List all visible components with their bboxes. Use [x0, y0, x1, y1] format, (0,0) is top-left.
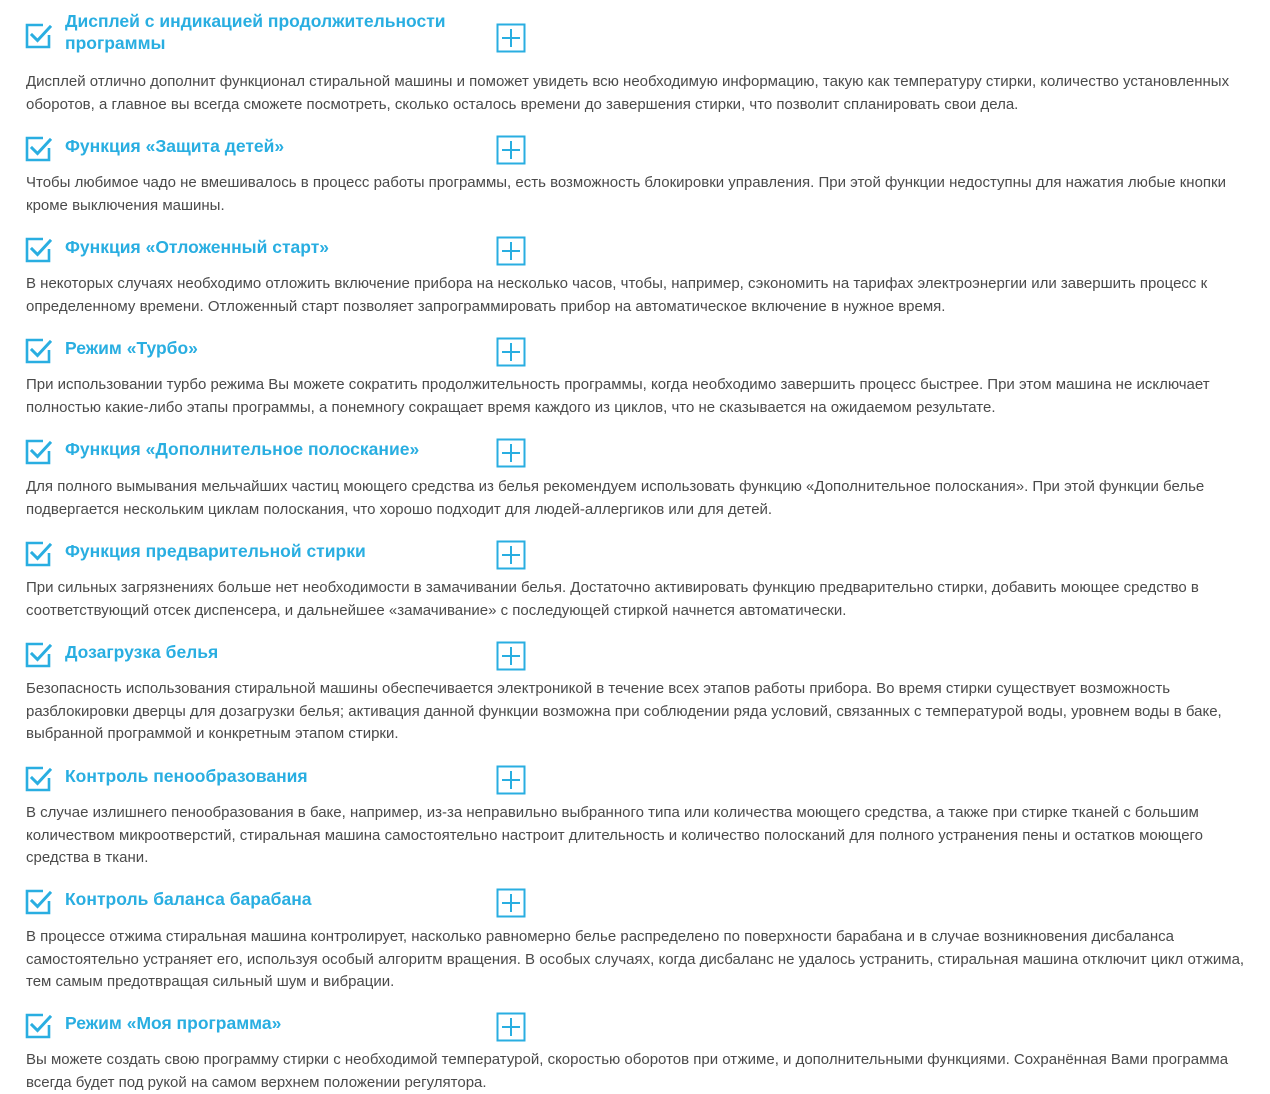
checkbox-checked-icon	[24, 1012, 52, 1040]
checkbox-checked-icon	[24, 236, 52, 264]
feature-description: В процессе отжима стиральная машина контролирует, насколько равномерно белье распределено по поверхности барабана и в случае возникновения дисбаланса самостоятельно устраняет его, используя особый алгоритм вращения. В особых случаях, когда дисбаланс не удалось устранить, стиральная машина отключит цикл отжима, тем самым предотвращая сильный шум и вибрации.	[26, 928, 1245, 991]
checkbox-checked-icon	[24, 22, 52, 50]
feature-item	[0, 337, 1270, 416]
feature-item	[0, 10, 1270, 113]
expand-plus-icon[interactable]	[496, 236, 526, 266]
expand-plus-icon[interactable]	[496, 135, 526, 165]
feature-item	[0, 888, 1270, 991]
feature-description: Безопасность использования стиральной машины обеспечивается электроникой в течение всех этапов работы прибора. Во время стирки существует возможность разблокировки дверцы для дозагрузки белья; активация данной функции возможна при соблюдении ряда условий, связанных с температурой воды, уровнем воды в баке, выбранной программой и конкретным этапом стирки.	[26, 680, 1222, 743]
feature-item	[0, 1012, 1270, 1091]
feature-title: Функция «Защита детей»	[65, 136, 285, 156]
feature-item	[0, 135, 1270, 214]
checkbox-checked-icon	[24, 888, 52, 916]
feature-title: Дозагрузка белья	[65, 642, 219, 662]
feature-item	[0, 540, 1270, 619]
feature-description: Для полного вымывания мельчайших частиц моющего средства из белья рекомендуем использовать функцию «Дополнительное полоскания». При этой функции белье подвергается нескольким циклам полоскания, что хорошо подходит для людей-аллергиков или для детей.	[26, 478, 1205, 518]
feature-header	[0, 438, 1270, 478]
expand-plus-icon[interactable]	[496, 888, 526, 918]
feature-header	[0, 10, 1270, 53]
feature-header	[0, 1012, 1270, 1052]
feature-description: Дисплей отлично дополнит функционал стиральной машины и поможет увидеть всю необходимую информацию, такую как температуру стирки, количество установленных оборотов, а главное вы всегда сможете посмотреть, сколько осталось времени до завершения стирки, что позволит спланировать свои дела.	[26, 73, 1230, 113]
feature-header	[0, 888, 1270, 928]
checkbox-checked-icon	[24, 438, 52, 466]
feature-header	[0, 236, 1270, 276]
feature-description: Вы можете создать свою программу стирки с необходимой температурой, скоростью оборотов при отжиме, и дополнительными функциями. Сохранённая Вами программа всегда будет под рукой на самом верхнем положении регулятора.	[26, 1051, 1229, 1091]
feature-description: В случае излишнего пенообразования в баке, например, из-за неправильно выбранного типа или количества моющего средства, а также при стирке тканей с большим количеством микроотверстий, стиральная машина самостоятельно настроит длительность и количество полосканий для полного устранения пены и остатков моющего средства в ткани.	[26, 804, 1204, 867]
feature-header	[0, 641, 1270, 681]
expand-plus-icon[interactable]	[496, 540, 526, 570]
expand-plus-icon[interactable]	[496, 1012, 526, 1042]
checkbox-checked-icon	[24, 337, 52, 365]
feature-description: При сильных загрязнениях больше нет необходимости в замачивании белья. Достаточно активировать функцию предварительно стирки, добавить моющее средство в соответствующий отсек диспенсера, и дальнейшее «замачивание» с последующей стиркой начнется автоматически.	[26, 579, 1199, 619]
checkbox-checked-icon	[24, 540, 52, 568]
feature-header	[0, 337, 1270, 377]
feature-title: Режим «Моя программа»	[65, 1013, 282, 1033]
feature-description: Чтобы любимое чадо не вмешивалось в процесс работы программы, есть возможность блокировки управления. При этой функции недоступны для нажатия любые кнопки кроме выключения машины.	[26, 174, 1226, 214]
feature-title: Режим «Турбо»	[65, 338, 198, 358]
feature-header	[0, 765, 1270, 805]
expand-plus-icon[interactable]	[496, 641, 526, 671]
feature-description: В некоторых случаях необходимо отложить включение прибора на несколько часов, чтобы, например, сэкономить на тарифах электроэнергии или завершить процесс к определенному времени. Отложенный старт позволяет запрограммировать прибор на автоматическое включение в нужное время.	[26, 275, 1208, 315]
expand-plus-icon[interactable]	[496, 23, 526, 53]
expand-plus-icon[interactable]	[496, 438, 526, 468]
feature-header	[0, 540, 1270, 580]
feature-header	[0, 135, 1270, 175]
checkbox-checked-icon	[24, 135, 52, 163]
checkbox-checked-icon	[24, 765, 52, 793]
feature-item	[0, 438, 1270, 518]
feature-title: Функция «Отложенный старт»	[65, 237, 330, 257]
feature-title: Дисплей с индикацией продолжительности программы	[65, 11, 446, 53]
feature-description: При использовании турбо режима Вы можете сократить продолжительность программы, когда необходимо завершить процесс быстрее. При этом машина не исключает полностью какие-либо этапы программы, а понемногу сокращает время каждого из циклов, что не сказывается на ожидаемом результате.	[26, 376, 1210, 416]
feature-title: Контроль пенообразования	[65, 766, 308, 786]
feature-item	[0, 236, 1270, 315]
expand-plus-icon[interactable]	[496, 765, 526, 795]
feature-title: Контроль баланса барабана	[65, 889, 312, 909]
feature-title: Функция «Дополнительное полоскание»	[65, 439, 420, 459]
feature-title: Функция предварительной стирки	[65, 541, 366, 561]
checkbox-checked-icon	[24, 641, 52, 669]
feature-item	[0, 765, 1270, 867]
feature-item	[0, 641, 1270, 743]
expand-plus-icon[interactable]	[496, 337, 526, 367]
